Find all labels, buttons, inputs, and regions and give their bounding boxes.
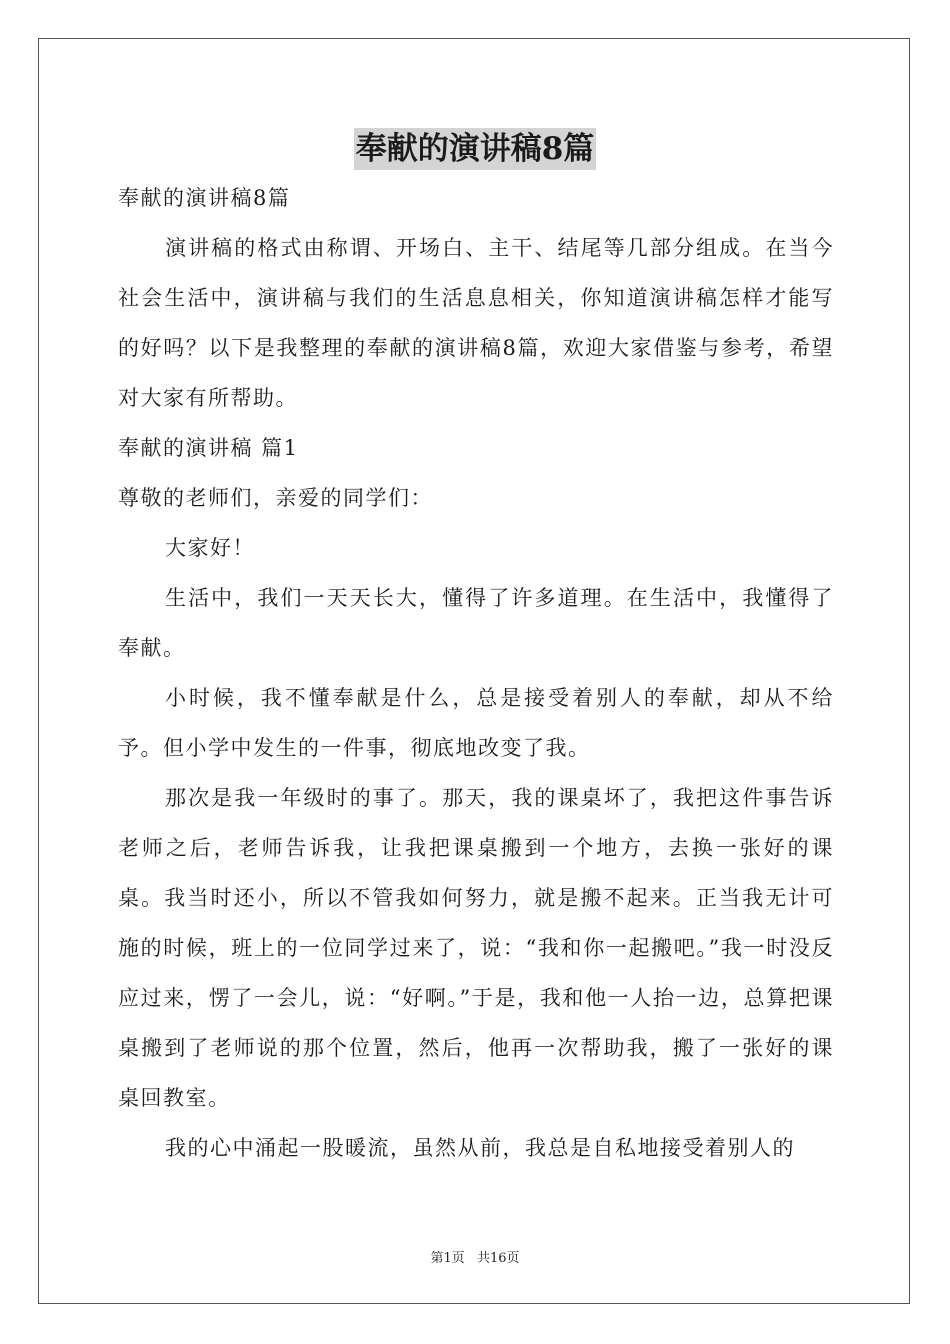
title-container — [0, 128, 950, 170]
paragraph: 小时候，我不懂奉献是什么，总是接受着别人的奉献，却从不给予。但小学中发生的一件事，彻底地改变了我。 — [118, 686, 834, 760]
paragraph: 奉献的演讲稿8篇 — [118, 186, 291, 210]
section-heading: 奉献的演讲稿 篇1 — [118, 436, 299, 460]
paragraph: 演讲稿的格式由称谓、开场白、主干、结尾等几部分组成。在当今社会生活中，演讲稿与我们的生活息息相关，你知道演讲稿怎样才能写的好吗？以下是我整理的奉献的演讲稿8篇，欢迎大家借鉴与参考，希望对大家有所帮助。 — [118, 236, 834, 410]
page-number: 第1页 — [430, 1251, 465, 1266]
page-footer — [0, 1247, 950, 1266]
document-body — [118, 173, 834, 1173]
salutation: 尊敬的老师们，亲爱的同学们： — [118, 486, 433, 510]
paragraph: 生活中，我们一天天长大，懂得了许多道理。在生活中，我懂得了奉献。 — [118, 586, 834, 660]
document-title: 奉献的演讲稿8篇 — [354, 128, 597, 170]
paragraph: 我的心中涌起一股暖流，虽然从前，我总是自私地接受着别人的 — [165, 1136, 795, 1160]
total-pages: 共16页 — [476, 1251, 520, 1266]
paragraph: 大家好！ — [165, 536, 255, 560]
paragraph: 那次是我一年级时的事了。那天，我的课桌坏了，我把这件事告诉老师之后，老师告诉我，让我把课桌搬到一个地方，去换一张好的课桌。我当时还小，所以不管我如何努力，就是搬不起来。正当我无计可施的时候，班上的一位同学过来了，说：“我和你一起搬吧。”我一时没反应过来，愣了一会儿，说：“好啊。”于是，我和他一人抬一边，总算把课桌搬到了老师说的那个位置，然后，他再一次帮助我，搬了一张好的课桌回教室。 — [118, 786, 834, 1110]
